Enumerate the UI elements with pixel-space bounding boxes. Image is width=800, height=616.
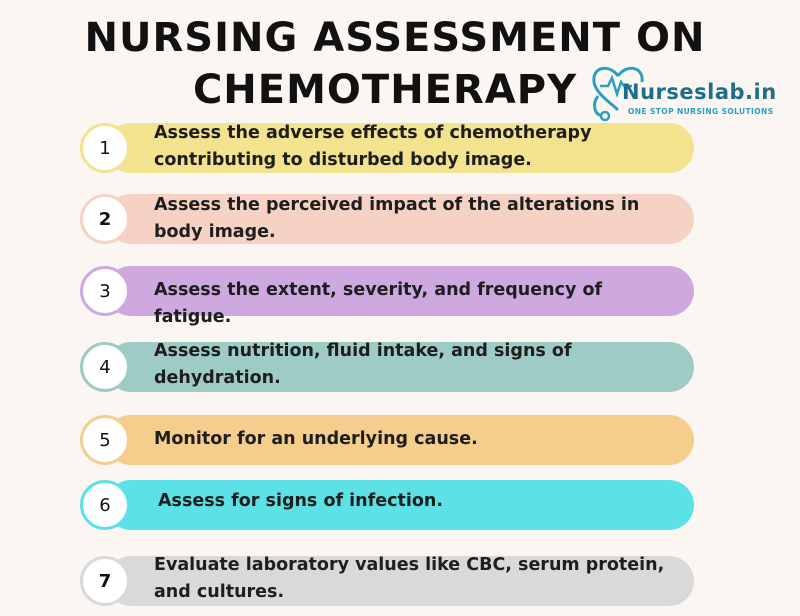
list-item (80, 341, 694, 393)
item-number-badge: 6 (80, 480, 130, 530)
item-text: Assess for signs of infection. (158, 491, 443, 511)
item-text: Assess nutrition, fluid intake, and signs of dehydration. (154, 341, 572, 388)
title-line-2: CHEMOTHERAPY (192, 67, 578, 113)
list-item (80, 414, 694, 466)
item-text: Monitor for an underlying cause. (154, 429, 478, 449)
item-number-badge: 3 (80, 266, 130, 316)
item-number-badge: 4 (80, 342, 130, 392)
item-number-badge: 1 (80, 123, 130, 173)
item-number-badge: 5 (80, 415, 130, 465)
nurseslab-logo (588, 56, 788, 122)
logo-name: Nurseslab.in (622, 80, 777, 104)
item-number-badge: 2 (80, 194, 130, 244)
logo-tagline: ONE STOP NURSING SOLUTIONS (628, 107, 774, 116)
item-text: Evaluate laboratory values like CBC, serum protein, and cultures. (154, 555, 665, 602)
item-text: Assess the perceived impact of the alterations in body image. (154, 195, 640, 242)
item-text: Assess the extent, severity, and frequency of fatigue. (154, 280, 603, 327)
item-number-badge: 7 (80, 556, 130, 606)
list-item (80, 554, 694, 610)
list-item (80, 480, 694, 532)
list-item (80, 193, 694, 245)
item-text: Assess the adverse effects of chemotherapy contributing to disturbed body image. (154, 123, 592, 170)
title-line-1: NURSING ASSESSMENT ON (84, 15, 706, 61)
list-item (80, 122, 694, 174)
list-item (80, 266, 694, 327)
